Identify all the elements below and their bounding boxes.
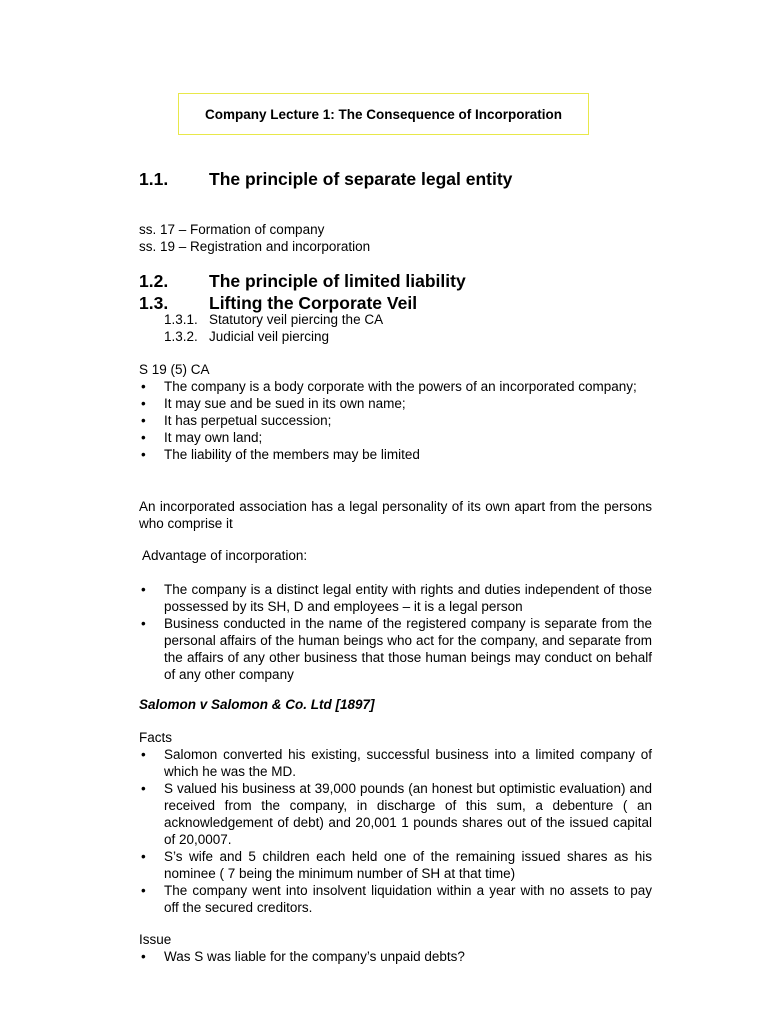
list-item xyxy=(139,378,652,395)
heading-text: Lifting the Corporate Veil xyxy=(209,293,418,313)
list-item xyxy=(139,882,652,916)
subheading-1-3-2 xyxy=(164,329,329,344)
lecture-title: Company Lecture 1: The Consequence of Incorporation xyxy=(204,106,563,122)
bullet-icon: • xyxy=(141,430,146,445)
list-item-text: Business conducted in the name of the registered company is separate from the personal affairs of the human beings who act for the company, and separate from the affairs of any other business that those human beings may conduct on behalf of any other company xyxy=(164,616,652,682)
list-item xyxy=(139,615,652,683)
bullet-icon: • xyxy=(141,379,146,394)
list-item xyxy=(139,429,652,446)
list-item xyxy=(139,780,652,848)
bullet-icon: • xyxy=(141,582,146,597)
bullet-icon: • xyxy=(141,747,146,762)
bullet-icon: • xyxy=(141,413,146,428)
list-item-text: The company went into insolvent liquidation within a year with no assets to pay off the secured creditors. xyxy=(164,883,652,915)
heading-1-2 xyxy=(139,271,466,292)
subheading-number: 1.3.1. xyxy=(164,312,198,327)
bullet-icon: • xyxy=(141,849,146,864)
bullet-icon: • xyxy=(141,396,146,411)
list-item-text: The company is a body corporate with the powers of an incorporated company; xyxy=(164,379,637,394)
list-item xyxy=(139,446,652,463)
list-item-text: It may sue and be sued in its own name; xyxy=(164,396,406,411)
list-item-text: The liability of the members may be limited xyxy=(164,447,420,462)
list-item-text: S’s wife and 5 children each held one of the remaining issued shares as his nominee ( 7 being the minimum number of SH at that time) xyxy=(164,849,652,881)
association-paragraph: An incorporated association has a legal personality of its own apart from the persons who comprise it xyxy=(139,499,652,531)
heading-text: The principle of limited liability xyxy=(209,271,466,291)
subheading-1-3-1 xyxy=(164,312,383,327)
advantage-list xyxy=(139,581,652,683)
s19-list xyxy=(139,378,652,463)
list-item xyxy=(139,412,652,429)
list-item-text: Salomon converted his existing, successful business into a limited company of which he was the MD. xyxy=(164,747,652,779)
statute-line: ss. 17 – Formation of company xyxy=(139,222,325,237)
list-item-text: It has perpetual succession; xyxy=(164,413,332,428)
heading-text: The principle of separate legal entity xyxy=(209,169,513,189)
list-item xyxy=(139,746,652,780)
issue-label: Issue xyxy=(139,932,172,947)
subheading-text: Statutory veil piercing the CA xyxy=(209,312,384,327)
bullet-icon: • xyxy=(141,616,146,631)
statute-line: ss. 19 – Registration and incorporation xyxy=(139,239,371,254)
list-item-text: Was S was liable for the company’s unpaid debts? xyxy=(164,949,465,964)
heading-number: 1.1. xyxy=(139,169,169,189)
list-item xyxy=(139,848,652,882)
issue-list xyxy=(139,948,652,965)
list-item xyxy=(139,581,652,615)
case-title: Salomon v Salomon & Co. Ltd [1897] xyxy=(139,697,375,712)
list-item xyxy=(139,948,652,965)
advantage-label: Advantage of incorporation: xyxy=(139,548,308,563)
facts-list xyxy=(139,746,652,916)
heading-1-1 xyxy=(139,169,512,190)
bullet-icon: • xyxy=(141,781,146,796)
heading-number: 1.3. xyxy=(139,293,169,313)
s19-label: S 19 (5) CA xyxy=(139,362,210,377)
facts-label: Facts xyxy=(139,730,173,745)
bullet-icon: • xyxy=(141,447,146,462)
list-item-text: S valued his business at 39,000 pounds (an honest but optimistic evaluation) and received from the company, in discharge of this sum, a debenture ( an acknowledgement of debt) and 20,001 1 pounds shares out of the issued capital of 20,0007. xyxy=(164,781,652,847)
list-item-text: It may own land; xyxy=(164,430,263,445)
heading-number: 1.2. xyxy=(139,271,169,291)
subheading-text: Judicial veil piercing xyxy=(209,329,330,344)
list-item-text: The company is a distinct legal entity with rights and duties independent of those possessed by its SH, D and employees – it is a legal person xyxy=(164,582,652,614)
bullet-icon: • xyxy=(141,883,146,898)
lecture-title-box xyxy=(178,93,589,135)
bullet-icon: • xyxy=(141,949,146,964)
list-item xyxy=(139,395,652,412)
subheading-number: 1.3.2. xyxy=(164,329,198,344)
heading-1-3 xyxy=(139,293,417,314)
